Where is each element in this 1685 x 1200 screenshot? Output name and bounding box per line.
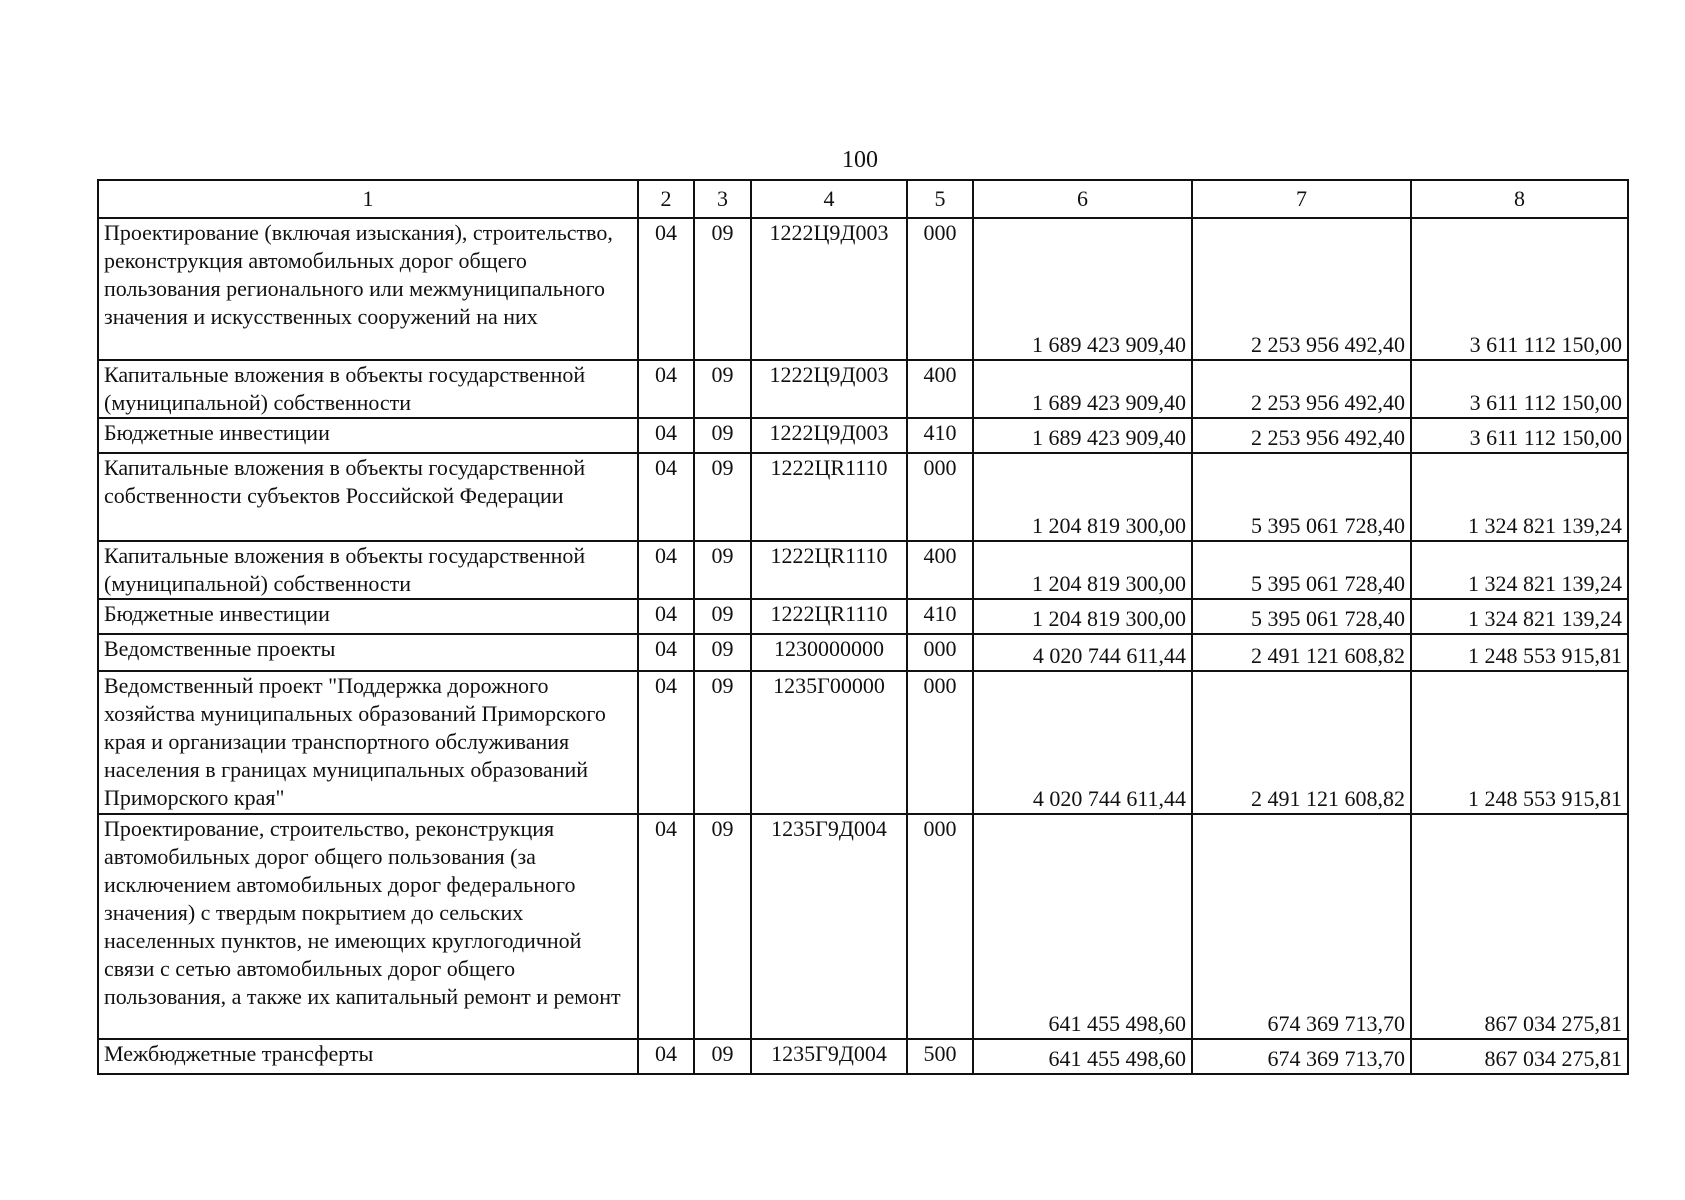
amount-col-7: 5 395 061 728,40 [1192,541,1411,599]
item-name: Бюджетные инвестиции [98,599,638,634]
section-code: 04 [638,671,694,814]
header-cell: 1 [98,180,638,218]
section-code: 04 [638,634,694,671]
table-row [98,453,1628,541]
header-cell: 3 [694,180,751,218]
section-code: 04 [638,1039,694,1074]
expense-type-code: 410 [907,418,973,453]
subsection-code: 09 [694,541,751,599]
item-name: Проектирование (включая изыскания), строительство, реконструкция автомобильных дорог общего пользования регионального или межмуниципального значения и искусственных сооружений на них [98,218,638,360]
target-article-code: 1235Г9Д004 [751,814,907,1039]
section-code: 04 [638,418,694,453]
amount-col-8: 1 324 821 139,24 [1411,453,1628,541]
amount-col-8: 1 248 553 915,81 [1411,634,1628,671]
section-code: 04 [638,360,694,418]
item-name: Межбюджетные трансферты [98,1039,638,1074]
subsection-code: 09 [694,418,751,453]
expense-type-code: 000 [907,814,973,1039]
target-article-code: 1230000000 [751,634,907,671]
table-row [98,671,1628,814]
item-name: Проектирование, строительство, реконструкция автомобильных дорог общего пользования (за исключением автомобильных дорог федерального значения) с твердым покрытием до сельских населенных пунктов, не имеющих круглогодичной связи с сетью автомобильных дорог общего пользования, а также их капитальный ремонт и ремонт [98,814,638,1039]
amount-col-6: 1 204 819 300,00 [973,541,1192,599]
subsection-code: 09 [694,360,751,418]
amount-col-8: 3 611 112 150,00 [1411,218,1628,360]
section-code: 04 [638,453,694,541]
subsection-code: 09 [694,814,751,1039]
amount-col-6: 641 455 498,60 [973,1039,1192,1074]
expense-type-code: 000 [907,218,973,360]
header-cell: 2 [638,180,694,218]
amount-col-6: 641 455 498,60 [973,814,1192,1039]
table-row [98,1039,1628,1074]
amount-col-7: 5 395 061 728,40 [1192,453,1411,541]
subsection-code: 09 [694,218,751,360]
amount-col-7: 674 369 713,70 [1192,1039,1411,1074]
target-article-code: 1222ЦR1110 [751,599,907,634]
subsection-code: 09 [694,634,751,671]
amount-col-7: 2 491 121 608,82 [1192,634,1411,671]
amount-col-6: 4 020 744 611,44 [973,634,1192,671]
expense-type-code: 400 [907,541,973,599]
section-code: 04 [638,814,694,1039]
expense-type-code: 400 [907,360,973,418]
amount-col-7: 2 253 956 492,40 [1192,218,1411,360]
amount-col-6: 1 689 423 909,40 [973,360,1192,418]
expense-type-code: 500 [907,1039,973,1074]
amount-col-8: 867 034 275,81 [1411,1039,1628,1074]
table-row [98,599,1628,634]
item-name: Ведомственные проекты [98,634,638,671]
target-article-code: 1222ЦR1110 [751,541,907,599]
expense-type-code: 000 [907,671,973,814]
amount-col-7: 5 395 061 728,40 [1192,599,1411,634]
table-row [98,360,1628,418]
amount-col-6: 1 689 423 909,40 [973,418,1192,453]
header-row [98,180,1628,218]
section-code: 04 [638,218,694,360]
amount-col-7: 2 253 956 492,40 [1192,360,1411,418]
amount-col-6: 4 020 744 611,44 [973,671,1192,814]
page-number: 100 [842,147,878,173]
header-cell: 4 [751,180,907,218]
target-article-code: 1222Ц9Д003 [751,418,907,453]
expense-type-code: 000 [907,453,973,541]
subsection-code: 09 [694,671,751,814]
item-name: Капитальные вложения в объекты государственной собственности субъектов Российской Федерации [98,453,638,541]
amount-col-6: 1 204 819 300,00 [973,599,1192,634]
table-row [98,814,1628,1039]
item-name: Бюджетные инвестиции [98,418,638,453]
amount-col-7: 2 253 956 492,40 [1192,418,1411,453]
item-name: Ведомственный проект "Поддержка дорожного хозяйства муниципальных образований Приморского края и организации транспортного обслуживания населения в границах муниципальных образований Приморского края" [98,671,638,814]
subsection-code: 09 [694,453,751,541]
amount-col-8: 867 034 275,81 [1411,814,1628,1039]
amount-col-7: 2 491 121 608,82 [1192,671,1411,814]
item-name: Капитальные вложения в объекты государственной (муниципальной) собственности [98,541,638,599]
table-row [98,634,1628,671]
amount-col-8: 1 248 553 915,81 [1411,671,1628,814]
amount-col-8: 3 611 112 150,00 [1411,360,1628,418]
expense-type-code: 000 [907,634,973,671]
table-row [98,541,1628,599]
target-article-code: 1222Ц9Д003 [751,360,907,418]
expense-type-code: 410 [907,599,973,634]
amount-col-8: 3 611 112 150,00 [1411,418,1628,453]
amount-col-6: 1 204 819 300,00 [973,453,1192,541]
target-article-code: 1222ЦR1110 [751,453,907,541]
section-code: 04 [638,541,694,599]
target-article-code: 1222Ц9Д003 [751,218,907,360]
header-cell: 7 [1192,180,1411,218]
table-row [98,418,1628,453]
target-article-code: 1235Г9Д004 [751,1039,907,1074]
subsection-code: 09 [694,599,751,634]
amount-col-7: 674 369 713,70 [1192,814,1411,1039]
header-cell: 8 [1411,180,1628,218]
header-cell: 6 [973,180,1192,218]
table-row [98,218,1628,360]
amount-col-8: 1 324 821 139,24 [1411,599,1628,634]
budget-table [97,179,1629,1075]
amount-col-6: 1 689 423 909,40 [973,218,1192,360]
section-code: 04 [638,599,694,634]
item-name: Капитальные вложения в объекты государственной (муниципальной) собственности [98,360,638,418]
subsection-code: 09 [694,1039,751,1074]
amount-col-8: 1 324 821 139,24 [1411,541,1628,599]
target-article-code: 1235Г00000 [751,671,907,814]
header-cell: 5 [907,180,973,218]
